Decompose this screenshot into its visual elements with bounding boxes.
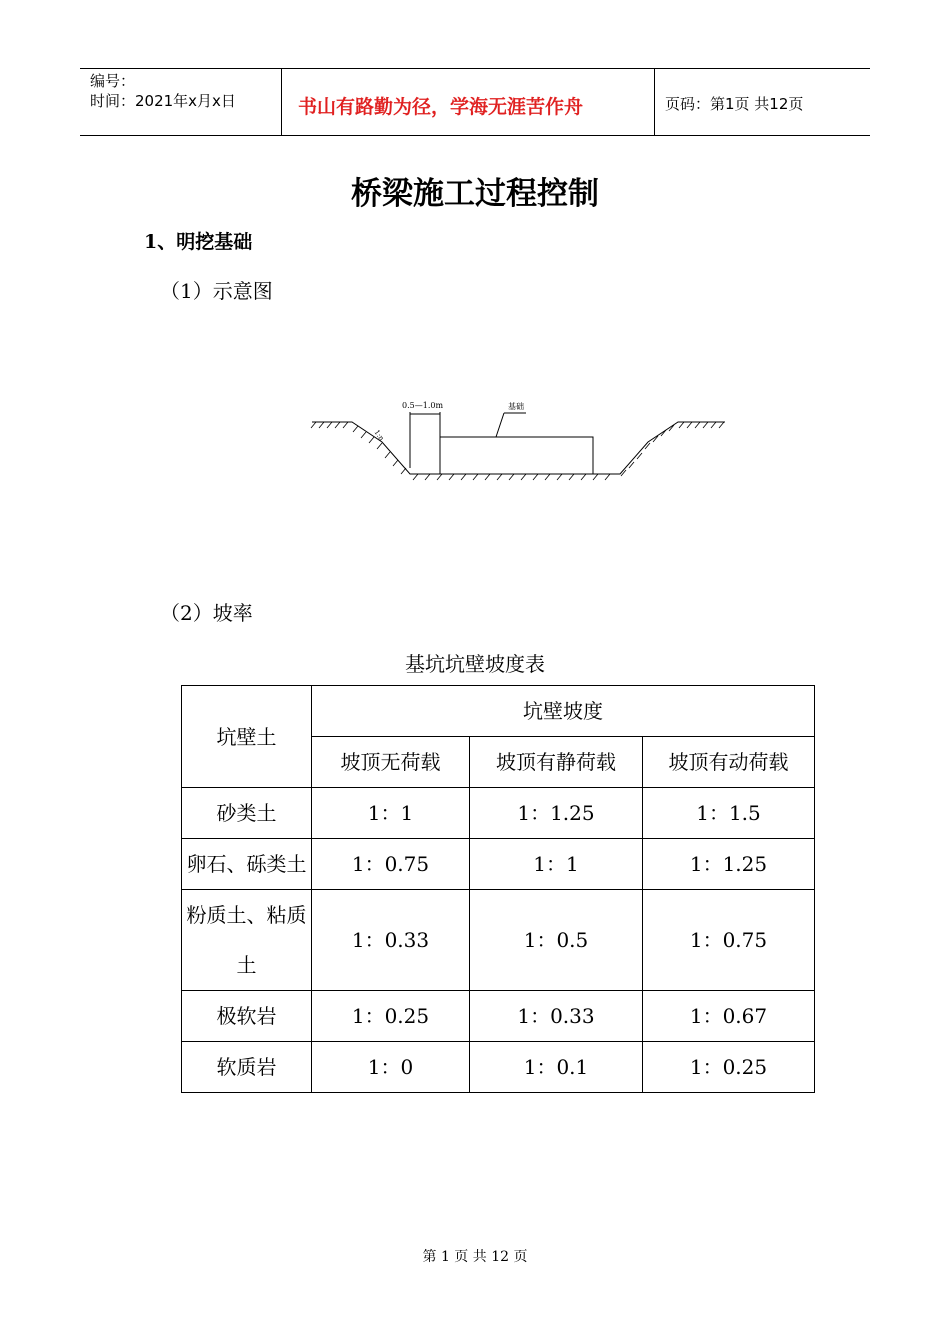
group-header-cell: 坑壁坡度 — [312, 686, 815, 737]
header-top-rule — [80, 68, 870, 69]
value-cell: 1：0.75 — [643, 890, 815, 991]
value-cell: 1：0.33 — [312, 890, 470, 991]
soil-cell: 粉质土、粘质土 — [182, 890, 312, 991]
header-divider-left — [281, 69, 282, 136]
value-cell: 1：1 — [470, 839, 643, 890]
soil-cell: 卵石、砾类土 — [182, 839, 312, 890]
header-motto: 书山有路勤为径，学海无涯苦作舟 — [298, 96, 584, 118]
column-header: 坡顶有动荷载 — [643, 737, 815, 788]
header-time: 时间：2021年x月x日 — [90, 92, 236, 110]
table-row — [182, 890, 815, 991]
value-cell: 1：0.25 — [312, 991, 470, 1042]
table-row — [182, 839, 815, 890]
header-serial: 编号： — [90, 72, 136, 90]
value-cell: 1：1.5 — [643, 788, 815, 839]
column-header: 坡顶无荷载 — [312, 737, 470, 788]
value-cell: 1：0.1 — [470, 1042, 643, 1093]
page-footer: 第 1 页 共 12 页 — [422, 1249, 528, 1265]
document-title: 桥梁施工过程控制 — [351, 176, 599, 212]
subsection-slope: （2）坡率 — [160, 601, 253, 625]
value-cell: 1：1.25 — [643, 839, 815, 890]
header-page-info: 页码：第1页 共12页 — [665, 95, 804, 113]
table-row — [182, 991, 815, 1042]
foundation-block — [440, 437, 593, 474]
value-cell: 1：1.25 — [470, 788, 643, 839]
table-caption: 基坑坑壁坡度表 — [405, 652, 545, 676]
column-header: 坡顶有静荷载 — [470, 737, 643, 788]
dimension-label: 0.5—1.0m — [402, 401, 444, 410]
row-header-cell: 坑壁土 — [182, 686, 312, 788]
foundation-label: 基础 — [508, 402, 524, 411]
table-row — [182, 1042, 815, 1093]
soil-cell: 砂类土 — [182, 788, 312, 839]
value-cell: 1：0.33 — [470, 991, 643, 1042]
value-cell: 1：1 — [312, 788, 470, 839]
slope-table — [181, 685, 815, 1093]
excavation-diagram — [300, 390, 740, 500]
slope-label: 1:n — [372, 428, 386, 443]
header-divider-right — [654, 69, 655, 136]
table-header-row — [182, 686, 815, 737]
value-cell: 1：0.75 — [312, 839, 470, 890]
soil-cell: 极软岩 — [182, 991, 312, 1042]
value-cell: 1：0.25 — [643, 1042, 815, 1093]
pit-outline — [312, 422, 725, 474]
table-row — [182, 788, 815, 839]
header-bottom-rule — [80, 135, 870, 136]
soil-cell: 软质岩 — [182, 1042, 312, 1093]
subsection-diagram: （1）示意图 — [160, 279, 273, 303]
value-cell: 1：0 — [312, 1042, 470, 1093]
value-cell: 1：0.5 — [470, 890, 643, 991]
section-heading: 1、明挖基础 — [144, 231, 253, 253]
value-cell: 1：0.67 — [643, 991, 815, 1042]
